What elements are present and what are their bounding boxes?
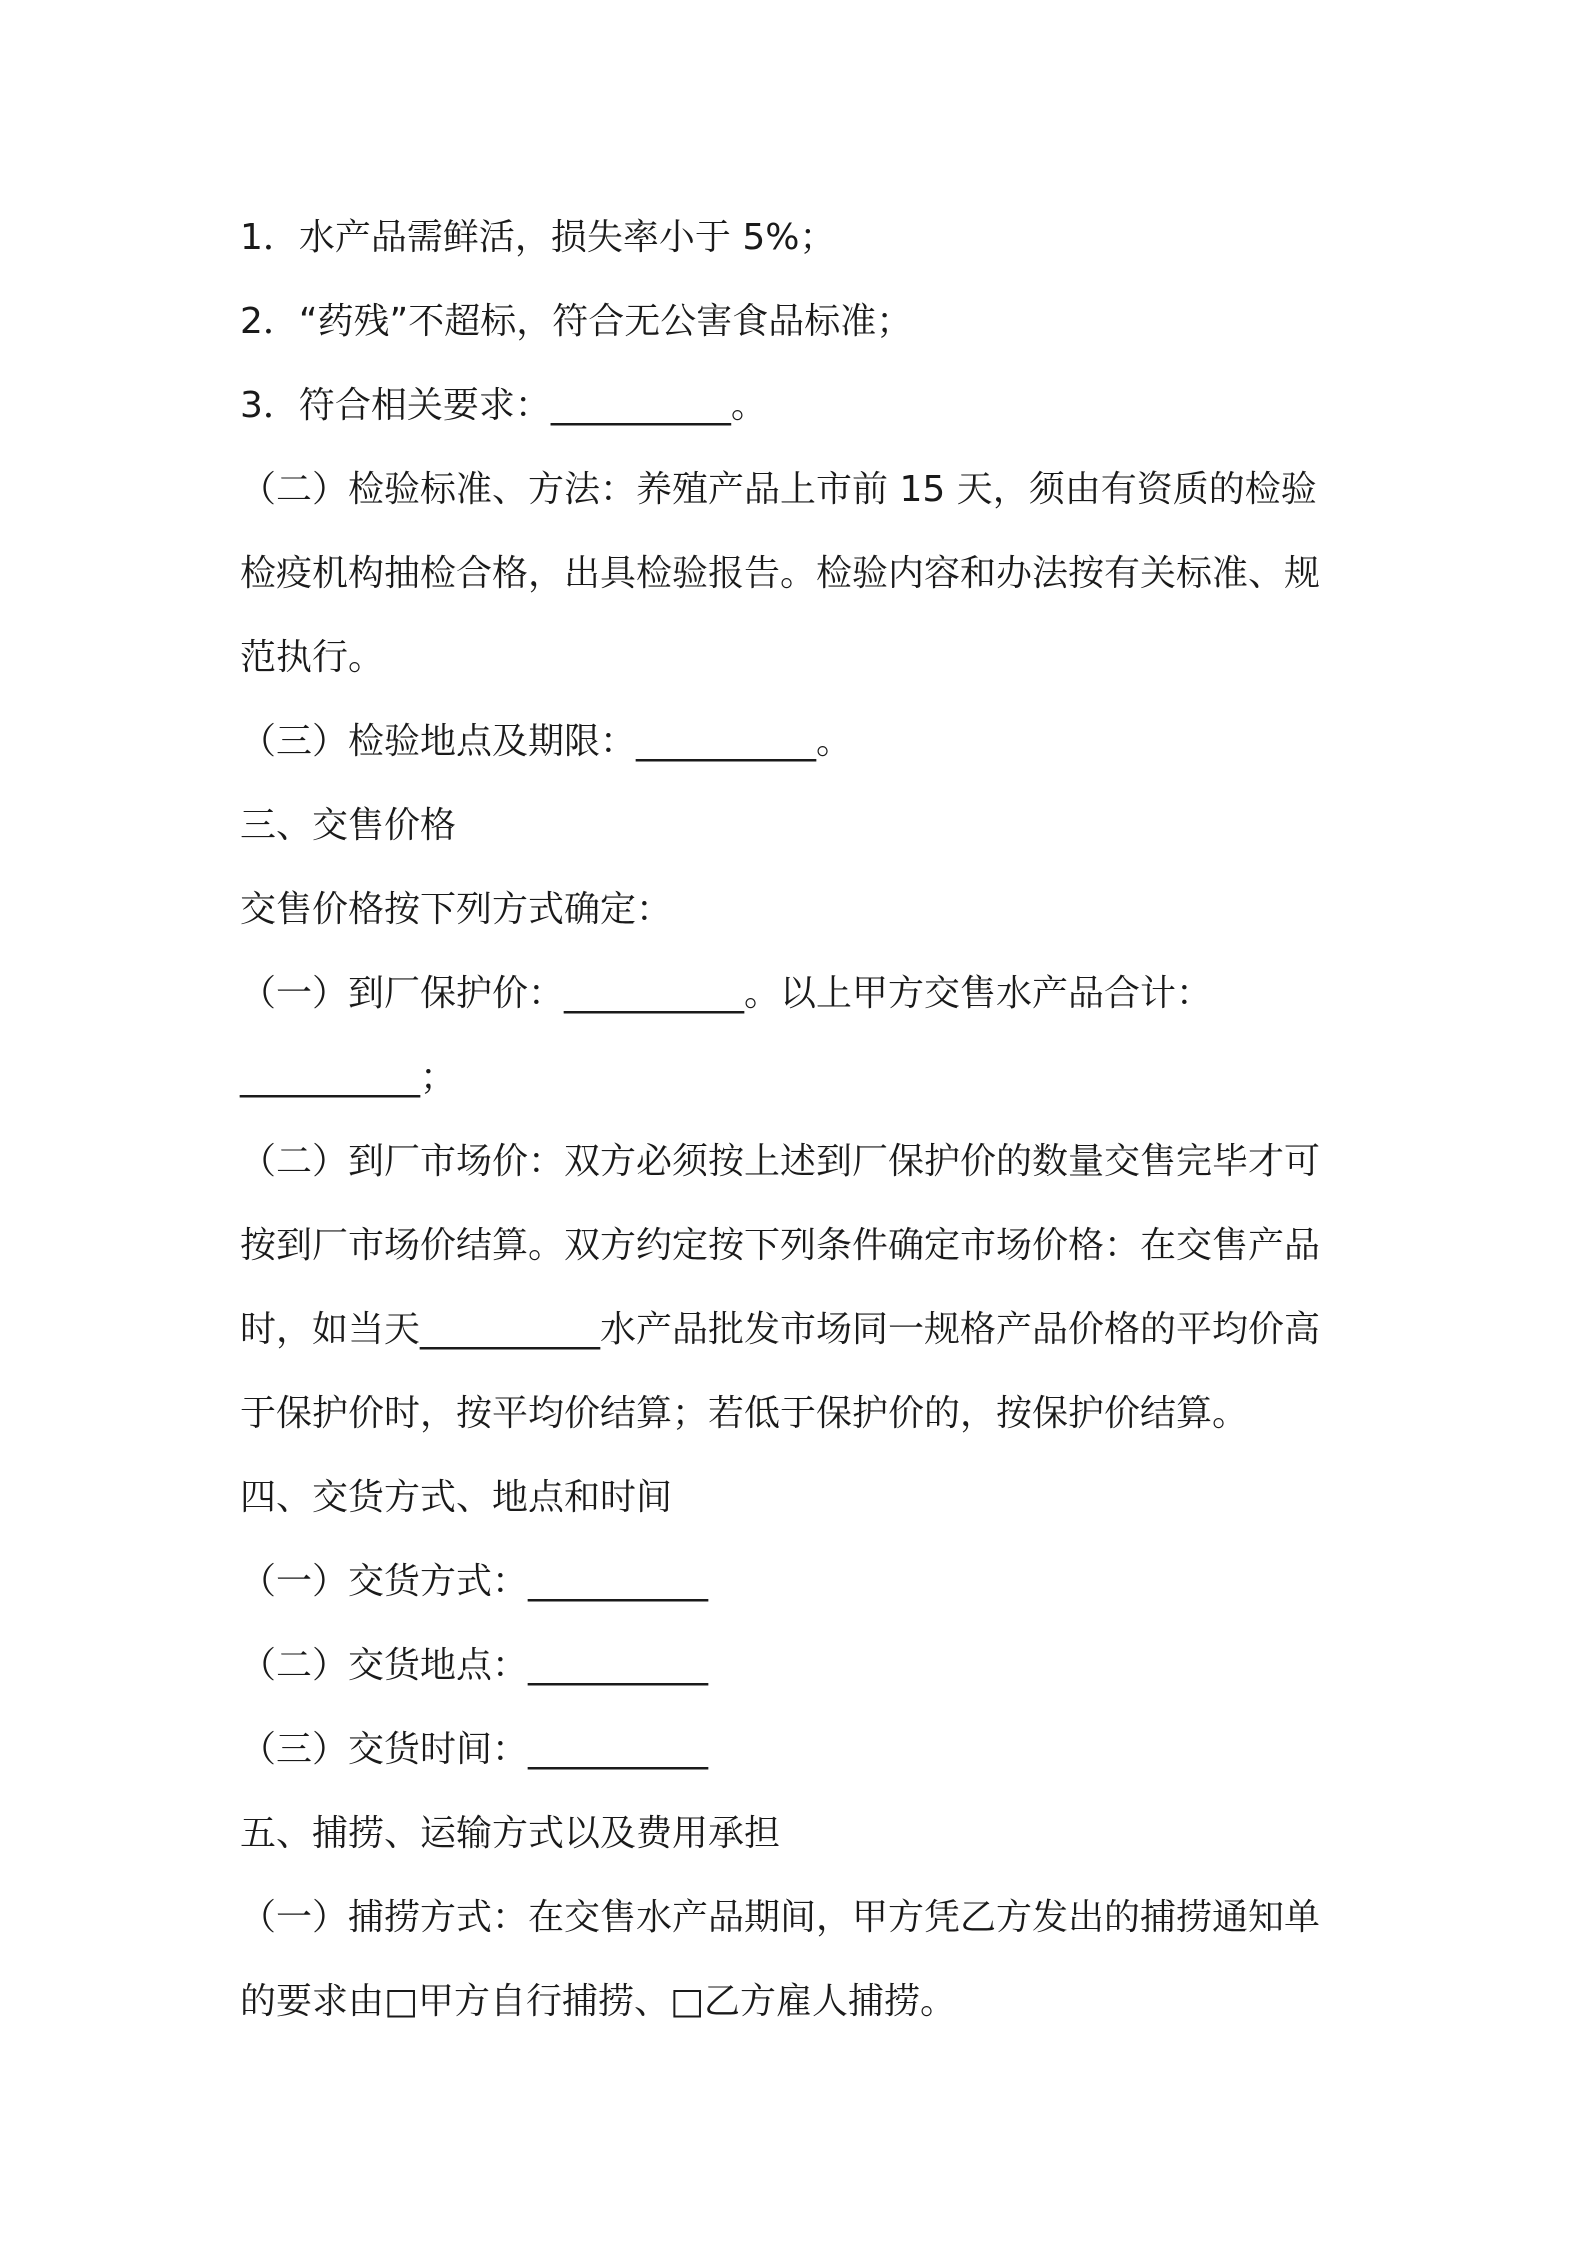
list-item-1: 1．水产品需鲜活，损失率小于 5%； xyxy=(240,217,836,258)
section-heading-price: 三、交售价格 xyxy=(240,805,457,846)
paragraph-inspection-standard-end: 范执行。 xyxy=(240,637,385,678)
paragraph-market-price-cont2: 时，如当天__________水产品批发市场同一规格产品价格的平均价高 xyxy=(240,1309,1321,1350)
paragraph-market-price-cont3: 于保护价时，按平均价结算；若低于保护价的，按保护价结算。 xyxy=(240,1393,1249,1434)
paragraph-delivery-time: （三）交货时间：__________ xyxy=(240,1729,709,1770)
paragraph-inspection-standard: （二）检验标准、方法：养殖产品上市前 15 天，须由有资质的检验 xyxy=(240,469,1317,510)
paragraph-price-intro: 交售价格按下列方式确定： xyxy=(240,889,673,930)
paragraph-inspection-place: （三）检验地点及期限：__________。 xyxy=(240,721,853,762)
paragraph-market-price: （二）到厂市场价：双方必须按上述到厂保护价的数量交售完毕才可 xyxy=(240,1141,1321,1182)
document-body xyxy=(240,196,1360,2044)
section-heading-fishing: 五、捕捞、运输方式以及费用承担 xyxy=(240,1813,781,1854)
paragraph-protection-price: （一）到厂保护价：__________。以上甲方交售水产品合计： xyxy=(240,973,1213,1014)
paragraph-protection-price-cont: __________； xyxy=(240,1057,457,1098)
list-item-3: 3．符合相关要求：__________。 xyxy=(240,385,767,426)
section-heading-delivery: 四、交货方式、地点和时间 xyxy=(240,1477,673,1518)
paragraph-fishing-method: （一）捕捞方式：在交售水产品期间，甲方凭乙方发出的捕捞通知单 xyxy=(240,1897,1321,1938)
paragraph-market-price-cont1: 按到厂市场价结算。双方约定按下列条件确定市场价格：在交售产品 xyxy=(240,1225,1321,1266)
paragraph-delivery-place: （二）交货地点：__________ xyxy=(240,1645,709,1686)
paragraph-inspection-standard-cont: 检疫机构抽检合格，出具检验报告。检验内容和办法按有关标准、规 xyxy=(240,553,1321,594)
list-item-2: 2．“药残”不超标，符合无公害食品标准； xyxy=(240,301,913,342)
paragraph-fishing-method-cont: 的要求由□甲方自行捕捞、□乙方雇人捕捞。 xyxy=(240,1981,957,2022)
paragraph-delivery-method: （一）交货方式：__________ xyxy=(240,1561,709,1602)
